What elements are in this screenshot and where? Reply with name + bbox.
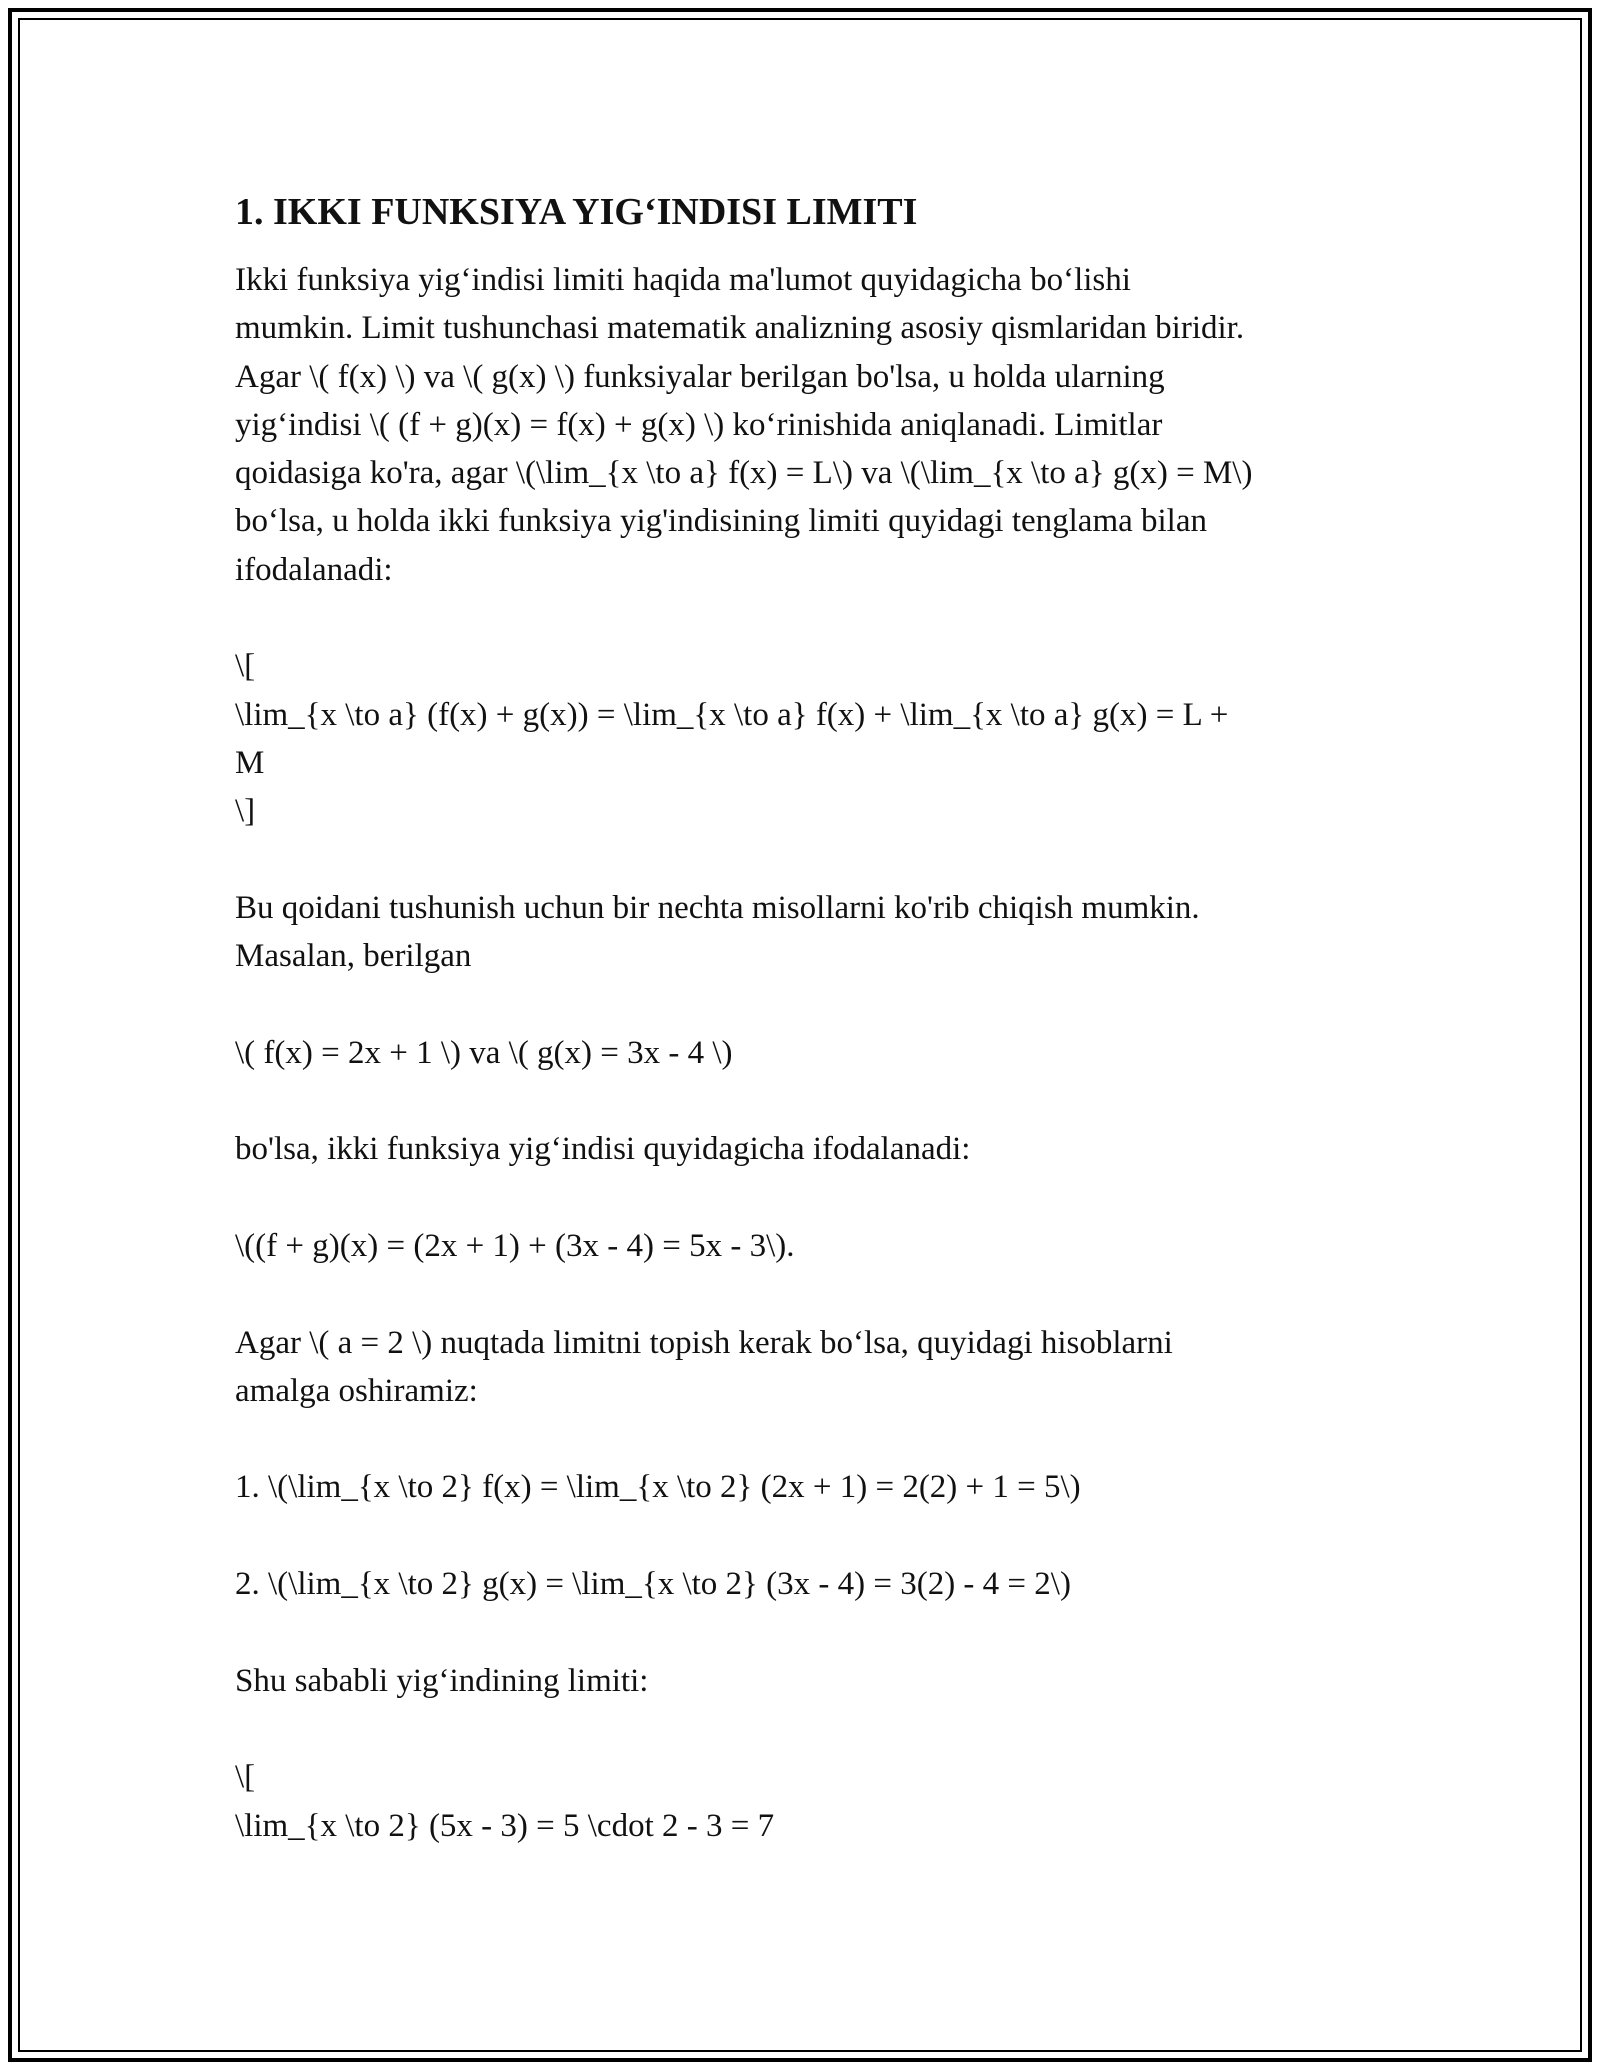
limit-intro-paragraph [235, 1319, 1375, 1416]
sum-expression: \((f + g)(x) = (2x + 1) + (3x - 4) = 5x - 3\). [235, 1227, 795, 1264]
paragraph-gap [235, 1608, 1375, 1656]
paragraph-gap [235, 594, 1375, 642]
paragraph-gap [235, 836, 1375, 884]
intro-line: Agar \( f(x) \) va \( g(x) \) funksiyalar berilgan bo'lsa, u holda ularning [235, 358, 1165, 395]
step-2-limit-g: 2. \(\lim_{x \to 2} g(x) = \lim_{x \to 2} (3x - 4) = 3(2) - 4 = 2\) [235, 1566, 1071, 1603]
limit-intro-line: amalga oshiramiz: [235, 1372, 478, 1409]
paragraph-gap [235, 1077, 1375, 1125]
paragraph-gap [235, 1705, 1375, 1753]
limit-intro-line: Agar \( a = 2 \) nuqtada limitni topish kerak bo‘lsa, quyidagi hisoblarni [235, 1324, 1173, 1361]
paragraph-gap [235, 980, 1375, 1028]
equation-line: M [235, 744, 265, 781]
section-heading: 1. IKKI FUNKSIYA YIG‘INDISI LIMITI [235, 191, 918, 233]
functions-definition: \( f(x) = 2x + 1 \) va \( g(x) = 3x - 4 \) [235, 1034, 733, 1071]
paragraph-gap [235, 1174, 1375, 1222]
intro-line: bo‘lsa, u holda ikki funksiya yig'indisining limiti quyidagi tenglama bilan [235, 503, 1208, 540]
intro-line: yig‘indisi \( (f + g)(x) = f(x) + g(x) \) ko‘rinishida aniqlanadi. Limitlar [235, 406, 1163, 443]
display-equation-sum-rule [235, 642, 1375, 835]
equation-line: \lim_{x \to 2} (5x - 3) = 5 \cdot 2 - 3 = 7 [235, 1807, 775, 1844]
paragraph-gap [235, 1415, 1375, 1463]
step-1-limit-f: 1. \(\lim_{x \to 2} f(x) = \lim_{x \to 2} (2x + 1) = 2(2) + 1 = 5\) [235, 1469, 1081, 1506]
example-intro-paragraph [235, 884, 1375, 981]
conclusion-text: Shu sababli yig‘indining limiti: [235, 1662, 649, 1699]
intro-line: mumkin. Limit tushunchasi matematik analizning asosiy qismlaridan biridir. [235, 310, 1245, 347]
intro-line: Ikki funksiya yig‘indisi limiti haqida ma'lumot quyidagicha bo‘lishi [235, 262, 1131, 298]
paragraph-gap [235, 1270, 1375, 1318]
intro-line: qoidasiga ko'ra, agar \(\lim_{x \to a} f(x) = L\) va \(\lim_{x \to a} g(x) = M\) [235, 455, 1253, 492]
intro-line: ifodalanadi: [235, 551, 393, 588]
intro-paragraph [235, 256, 1375, 594]
paragraph-gap [235, 1512, 1375, 1560]
document-body [235, 188, 1375, 1850]
equation-line: \[ [235, 1759, 256, 1796]
equation-line: \] [235, 793, 256, 830]
equation-line: \[ [235, 648, 256, 685]
example-intro-line: Masalan, berilgan [235, 938, 472, 975]
example-intro-line: Bu qoidani tushunish uchun bir nechta misollarni ko'rib chiqish mumkin. [235, 889, 1200, 926]
display-equation-result [235, 1753, 1375, 1850]
sum-intro: bo'lsa, ikki funksiya yig‘indisi quyidagicha ifodalanadi: [235, 1131, 971, 1168]
equation-line: \lim_{x \to a} (f(x) + g(x)) = \lim_{x \to a} f(x) + \lim_{x \to a} g(x) = L + [235, 696, 1229, 733]
